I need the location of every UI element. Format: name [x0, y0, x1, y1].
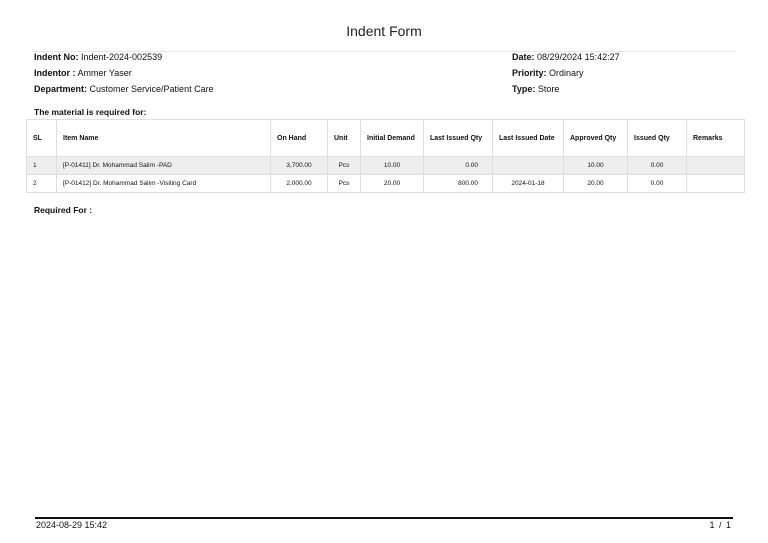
cell-initial-demand: 10.00	[361, 157, 424, 175]
cell-last-issued-date: 2024-01-18	[493, 175, 564, 193]
table-header-row	[27, 120, 745, 157]
indentor-label: Indentor :	[34, 68, 76, 78]
cell-initial-demand: 20.00	[361, 175, 424, 193]
column-header-unit: Unit	[328, 120, 361, 157]
required-for-label: Required For :	[34, 205, 93, 215]
cell-last-issued-qty: 800.00	[424, 175, 493, 193]
cell-approved-qty: 20.00	[564, 175, 628, 193]
cell-issued-qty: 0.00	[628, 157, 687, 175]
indentor-row	[34, 65, 214, 81]
date-row	[512, 49, 620, 65]
section-label: The material is required for:	[34, 107, 147, 117]
cell-last-issued-qty: 0.00	[424, 157, 493, 175]
priority-value: Ordinary	[549, 68, 584, 78]
cell-item-name: [P-01412] Dr. Mohammad Salim -Visiting Card	[57, 175, 271, 193]
indent-no-row	[34, 49, 214, 65]
table-row	[27, 175, 745, 193]
cell-issued-qty: 0.00	[628, 175, 687, 193]
cell-on-hand: 2,000.00	[271, 175, 328, 193]
column-header-on-hand: On Hand	[271, 120, 328, 157]
priority-label: Priority:	[512, 68, 547, 78]
column-header-item-name: Item Name	[57, 120, 271, 157]
cell-item-name: [P-01411] Dr. Mohammad Salim -PAD	[57, 157, 271, 175]
cell-unit: Pcs	[328, 175, 361, 193]
column-header-initial-demand: Initial Demand	[361, 120, 424, 157]
table-row	[27, 157, 745, 175]
date-label: Date:	[512, 52, 535, 62]
priority-row	[512, 65, 620, 81]
type-value: Store	[537, 84, 560, 94]
page-title: Indent Form	[346, 23, 422, 39]
indent-no-label: Indent No:	[34, 52, 79, 62]
indent-info-left	[34, 49, 214, 97]
type-label: Type:	[512, 84, 536, 94]
cell-remarks	[687, 175, 745, 193]
cell-on-hand: 3,700.00	[271, 157, 328, 175]
cell-remarks	[687, 157, 745, 175]
department-value: Customer Service/Patient Care	[89, 84, 214, 94]
footer-printed-at: 2024-08-29 15:42	[36, 520, 108, 530]
column-header-remarks: Remarks	[687, 120, 745, 157]
date-value: 08/29/2024 15:42:27	[537, 52, 620, 62]
department-label: Department:	[34, 84, 88, 94]
column-header-last-issued-qty: Last Issued Qty	[424, 120, 493, 157]
indentor-value: Ammer Yaser	[77, 68, 132, 78]
items-table	[26, 119, 745, 193]
cell-sl: 2	[27, 175, 57, 193]
indent-no-value: Indent-2024-002539	[81, 52, 163, 62]
column-header-sl: SL	[27, 120, 57, 157]
column-header-approved-qty: Approved Qty	[564, 120, 628, 157]
cell-last-issued-date	[493, 157, 564, 175]
footer-page-indicator: 1 / 1	[709, 520, 732, 530]
department-row	[34, 81, 214, 97]
cell-approved-qty: 10.00	[564, 157, 628, 175]
type-row	[512, 81, 620, 97]
cell-unit: Pcs	[328, 157, 361, 175]
column-header-issued-qty: Issued Qty	[628, 120, 687, 157]
cell-sl: 1	[27, 157, 57, 175]
footer-divider	[35, 517, 733, 519]
column-header-last-issued-date: Last Issued Date	[493, 120, 564, 157]
indent-info-right	[512, 49, 620, 97]
